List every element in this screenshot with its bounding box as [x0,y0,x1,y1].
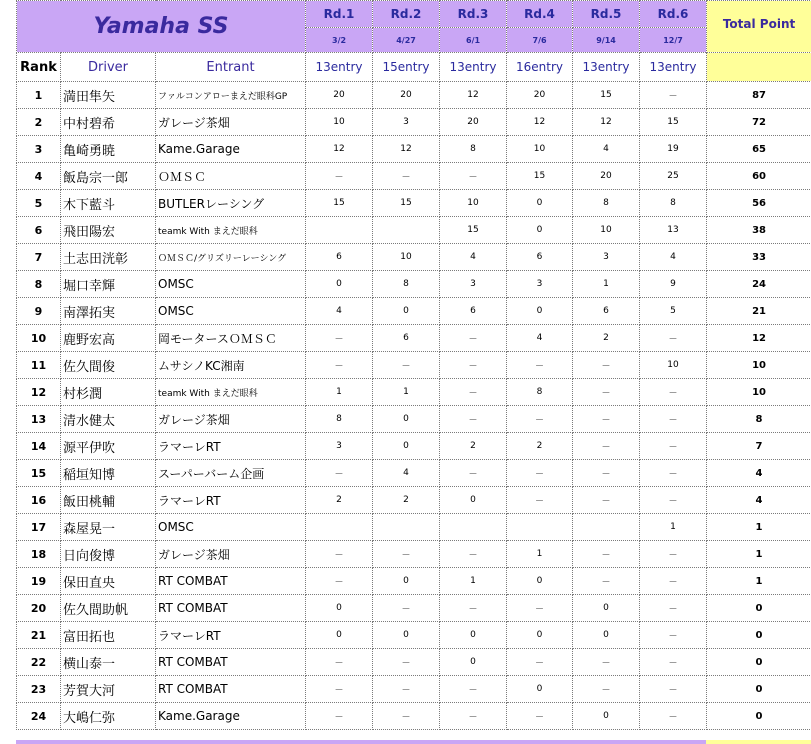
round-date: 3/2 [306,28,373,53]
score-cell [373,217,440,244]
entrant-cell: 岡モータースＯＭＳＣ [156,325,306,352]
total-cell: 8 [707,406,811,433]
score-cell: 3 [573,244,640,271]
driver-cell: 源平伊吹 [61,433,156,460]
score-cell: 8 [306,406,373,433]
driver-cell: 清水健太 [61,406,156,433]
score-cell: 1 [573,271,640,298]
rank-cell: 10 [17,325,61,352]
score-cell: 20 [440,109,507,136]
score-cell: 6 [573,298,640,325]
driver-cell: 村杉潤 [61,379,156,406]
table-row [17,379,811,406]
score-cell: － [306,460,373,487]
total-cell: 10 [707,352,811,379]
entrant-cell: RT COMBAT [156,568,306,595]
table-row [17,541,811,568]
score-cell: 0 [373,568,440,595]
score-cell: － [306,352,373,379]
score-cell [507,514,573,541]
total-cell: 56 [707,190,811,217]
score-cell: 0 [440,649,507,676]
score-cell: 8 [640,190,707,217]
score-cell: － [573,487,640,514]
driver-cell: 佐久間俊 [61,352,156,379]
table-row [17,460,811,487]
total-cell: 1 [707,568,811,595]
total-cell: 0 [707,676,811,703]
entrant-cell: ラマーレRT [156,487,306,514]
entrant-cell: ムサシノKC湘南 [156,352,306,379]
score-cell: 2 [440,433,507,460]
score-cell: 25 [640,163,707,190]
entrant-cell: RT COMBAT [156,676,306,703]
series-title: Yamaha SS [17,1,306,53]
score-cell: 0 [507,298,573,325]
rank-cell: 6 [17,217,61,244]
score-cell: － [440,163,507,190]
score-cell: － [306,325,373,352]
score-cell: 4 [440,244,507,271]
rank-cell: 11 [17,352,61,379]
score-cell: 3 [507,271,573,298]
score-cell: 4 [373,460,440,487]
score-cell: 0 [507,676,573,703]
score-cell: 0 [440,487,507,514]
score-cell: － [573,568,640,595]
score-cell: 20 [507,82,573,109]
entrant-cell: ガレージ茶畑 [156,406,306,433]
round-date: 4/27 [373,28,440,53]
score-cell: － [507,460,573,487]
total-cell: 87 [707,82,811,109]
rank-cell: 18 [17,541,61,568]
rank-cell: 1 [17,82,61,109]
driver-cell: 飛田陽宏 [61,217,156,244]
score-cell: 4 [306,298,373,325]
score-cell: 0 [507,568,573,595]
total-cell: 0 [707,595,811,622]
total-cell: 1 [707,514,811,541]
score-cell: 12 [507,109,573,136]
entrant-column-header: Entrant [156,53,306,82]
table-row [17,190,811,217]
entrant-cell: ガレージ茶畑 [156,541,306,568]
total-cell: 72 [707,109,811,136]
round-name: Rd.5 [573,1,640,28]
score-cell: － [440,541,507,568]
entrant-cell: teamk With まえだ眼科 [156,379,306,406]
score-cell: － [573,352,640,379]
table-row [17,325,811,352]
table-row [17,217,811,244]
score-cell: － [440,703,507,730]
table-row [17,514,811,541]
score-cell: 6 [507,244,573,271]
score-cell: 5 [640,298,707,325]
score-cell: － [306,649,373,676]
table-row [17,433,811,460]
entrant-cell: ＯＭＳＣ/グリズリーレーシング [156,244,306,271]
score-cell: 3 [373,109,440,136]
table-row [17,676,811,703]
score-cell: － [573,379,640,406]
total-point-header: Total Point [707,1,811,53]
score-cell: 0 [373,298,440,325]
score-cell: 0 [373,406,440,433]
score-cell: － [640,703,707,730]
driver-cell: 中村碧希 [61,109,156,136]
total-cell: 12 [707,325,811,352]
score-cell: － [373,703,440,730]
total-cell: 1 [707,541,811,568]
total-cell: 33 [707,244,811,271]
driver-cell: 森屋晃一 [61,514,156,541]
score-cell: － [640,676,707,703]
driver-cell: 大嶋仁弥 [61,703,156,730]
rank-cell: 17 [17,514,61,541]
score-cell: 0 [507,622,573,649]
rank-cell: 13 [17,406,61,433]
score-cell: － [573,433,640,460]
score-cell: － [573,649,640,676]
driver-cell: 佐久間助帆 [61,595,156,622]
entrant-cell: teamk With まえだ眼科 [156,217,306,244]
rank-cell: 3 [17,136,61,163]
round-name: Rd.3 [440,1,507,28]
rank-cell: 4 [17,163,61,190]
score-cell: 10 [306,109,373,136]
score-cell: 2 [573,325,640,352]
score-cell: 0 [306,622,373,649]
score-cell: 2 [306,487,373,514]
score-cell: － [306,163,373,190]
table-row [17,487,811,514]
score-cell: 10 [507,136,573,163]
entrant-cell: OMSC [156,271,306,298]
table-row [17,406,811,433]
score-cell: 15 [373,190,440,217]
score-cell: 0 [573,703,640,730]
total-cell: 4 [707,460,811,487]
driver-cell: 保田直央 [61,568,156,595]
rank-cell: 23 [17,676,61,703]
score-cell: 0 [573,595,640,622]
score-cell: 4 [507,325,573,352]
rank-cell: 2 [17,109,61,136]
score-cell: － [507,595,573,622]
entrant-cell: OMSC [156,514,306,541]
score-cell: 2 [507,433,573,460]
score-cell: － [373,163,440,190]
score-cell: 15 [573,82,640,109]
driver-cell: 南澤拓実 [61,298,156,325]
score-cell: － [640,406,707,433]
score-cell: 20 [306,82,373,109]
score-cell: － [640,325,707,352]
entrant-cell: Kame.Garage [156,703,306,730]
score-cell [573,514,640,541]
score-cell: 8 [573,190,640,217]
driver-cell: 木下藍斗 [61,190,156,217]
entry-count: 13entry [440,53,507,82]
score-cell: － [440,595,507,622]
score-cell: － [440,406,507,433]
table-row [17,109,811,136]
round-date: 9/14 [573,28,640,53]
score-cell: － [573,541,640,568]
score-cell: 12 [440,82,507,109]
score-cell: － [573,406,640,433]
score-cell: － [640,622,707,649]
score-cell: 20 [573,163,640,190]
score-cell: － [640,568,707,595]
round-date: 12/7 [640,28,707,53]
score-cell: － [373,595,440,622]
driver-cell: 飯島宗一郎 [61,163,156,190]
score-cell: 19 [640,136,707,163]
entry-count: 16entry [507,53,573,82]
table-row [17,244,811,271]
score-cell: 6 [306,244,373,271]
score-cell: － [640,541,707,568]
table-row [17,352,811,379]
total-cell: 10 [707,379,811,406]
score-cell: － [440,352,507,379]
score-cell: － [440,460,507,487]
rank-cell: 12 [17,379,61,406]
score-cell: 15 [306,190,373,217]
round-date: 6/1 [440,28,507,53]
score-cell: － [306,568,373,595]
rank-cell: 9 [17,298,61,325]
score-cell: 13 [640,217,707,244]
score-cell [306,217,373,244]
score-cell: － [373,541,440,568]
total-cell: 0 [707,703,811,730]
table-row [17,271,811,298]
score-cell: － [640,649,707,676]
rank-cell: 19 [17,568,61,595]
score-cell: － [440,379,507,406]
score-cell: － [373,352,440,379]
score-cell: － [507,703,573,730]
table-row [17,82,811,109]
score-cell: － [373,649,440,676]
score-cell: － [507,487,573,514]
total-cell: 7 [707,433,811,460]
score-cell: － [640,433,707,460]
score-cell: 1 [306,379,373,406]
entrant-cell: ガレージ茶畑 [156,109,306,136]
score-cell: 15 [507,163,573,190]
score-cell: － [640,487,707,514]
entrant-cell: スーパーバーム企画 [156,460,306,487]
entrant-cell: ラマーレRT [156,622,306,649]
score-cell: － [507,406,573,433]
score-cell: 0 [373,433,440,460]
score-cell: 10 [573,217,640,244]
score-cell: 15 [640,109,707,136]
score-cell [306,514,373,541]
score-cell: 2 [373,487,440,514]
entrant-cell: ＯＭＳＣ [156,163,306,190]
score-cell: 0 [507,190,573,217]
rank-cell: 8 [17,271,61,298]
score-cell: － [640,379,707,406]
entrant-cell: ファルコンアローまえだ眼科GP [156,82,306,109]
round-date: 7/6 [507,28,573,53]
score-cell: 1 [640,514,707,541]
score-cell: 0 [306,595,373,622]
score-cell: 10 [373,244,440,271]
score-cell: 12 [306,136,373,163]
entrant-cell: OMSC [156,298,306,325]
entry-count: 13entry [573,53,640,82]
score-cell: － [373,676,440,703]
driver-cell: 日向俊博 [61,541,156,568]
score-cell: 10 [440,190,507,217]
entrant-cell: Kame.Garage [156,136,306,163]
rank-cell: 20 [17,595,61,622]
round-name: Rd.2 [373,1,440,28]
score-cell: － [440,325,507,352]
round-name: Rd.1 [306,1,373,28]
score-cell: － [640,595,707,622]
rank-cell: 7 [17,244,61,271]
rank-cell: 5 [17,190,61,217]
total-cell: 60 [707,163,811,190]
total-column-blank [707,53,811,82]
score-cell: 10 [640,352,707,379]
table-row [17,622,811,649]
score-cell: － [440,676,507,703]
driver-cell: 堀口幸輝 [61,271,156,298]
score-cell [373,514,440,541]
entry-count: 13entry [306,53,373,82]
total-cell: 38 [707,217,811,244]
rank-cell: 14 [17,433,61,460]
score-cell: 8 [507,379,573,406]
score-cell: － [640,460,707,487]
score-cell: 20 [373,82,440,109]
round-name: Rd.4 [507,1,573,28]
total-cell: 21 [707,298,811,325]
entry-count: 13entry [640,53,707,82]
entrant-cell: BUTLERレーシング [156,190,306,217]
score-cell: 6 [373,325,440,352]
total-cell: 0 [707,649,811,676]
score-cell: 8 [373,271,440,298]
score-cell: 4 [640,244,707,271]
score-cell: 12 [373,136,440,163]
score-cell: 0 [507,217,573,244]
rank-cell: 16 [17,487,61,514]
score-cell: 1 [440,568,507,595]
score-cell: － [573,676,640,703]
driver-cell: 横山泰一 [61,649,156,676]
table-row [17,163,811,190]
driver-cell: 亀崎勇暁 [61,136,156,163]
table-row [17,703,811,730]
score-cell: － [507,649,573,676]
table-row [17,136,811,163]
table-row [17,298,811,325]
table-row [17,595,811,622]
score-cell: 12 [573,109,640,136]
entrant-cell: ラマーレRT [156,433,306,460]
entrant-cell: RT COMBAT [156,595,306,622]
score-cell: 1 [373,379,440,406]
standings-table [16,0,811,730]
score-cell: 0 [573,622,640,649]
score-cell: 3 [306,433,373,460]
total-cell: 65 [707,136,811,163]
driver-cell: 稲垣知博 [61,460,156,487]
score-cell: 1 [507,541,573,568]
table-row [17,568,811,595]
driver-cell: 鹿野宏高 [61,325,156,352]
rank-cell: 21 [17,622,61,649]
entry-count: 15entry [373,53,440,82]
rank-cell: 15 [17,460,61,487]
score-cell: － [306,676,373,703]
score-cell: 0 [440,622,507,649]
driver-cell: 土志田洸彰 [61,244,156,271]
driver-cell: 飯田桃輔 [61,487,156,514]
table-row [17,649,811,676]
rank-cell: 24 [17,703,61,730]
entrant-cell: RT COMBAT [156,649,306,676]
score-cell: 3 [440,271,507,298]
total-cell: 4 [707,487,811,514]
score-cell: 15 [440,217,507,244]
rank-column-header: Rank [17,53,61,82]
footer-strip-total [706,740,811,744]
score-cell: 0 [373,622,440,649]
score-cell: 0 [306,271,373,298]
score-cell: － [573,460,640,487]
score-cell: 4 [573,136,640,163]
score-cell [440,514,507,541]
driver-cell: 満田隼矢 [61,82,156,109]
total-cell: 24 [707,271,811,298]
score-cell: 9 [640,271,707,298]
driver-cell: 芳賀大河 [61,676,156,703]
rank-cell: 22 [17,649,61,676]
score-cell: － [306,703,373,730]
score-cell: 8 [440,136,507,163]
round-name: Rd.6 [640,1,707,28]
score-cell: － [507,352,573,379]
score-cell: － [306,541,373,568]
driver-column-header: Driver [61,53,156,82]
score-cell: － [640,82,707,109]
total-cell: 0 [707,622,811,649]
score-cell: 6 [440,298,507,325]
footer-strip [16,740,706,744]
driver-cell: 富田拓也 [61,622,156,649]
